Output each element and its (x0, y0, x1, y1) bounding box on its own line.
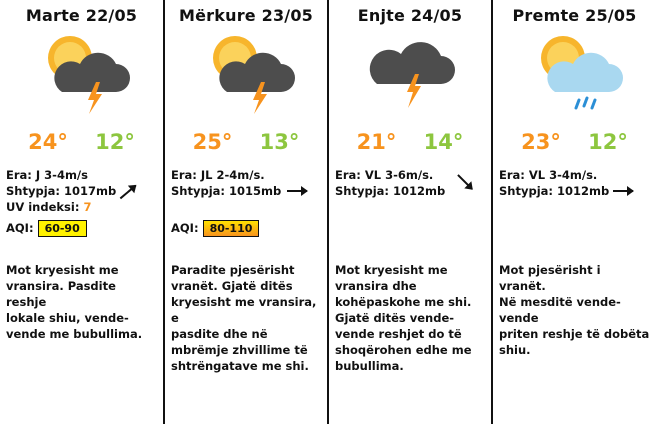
wind-text: Era: VL 3-6m/s. (335, 168, 434, 182)
temperature-low: 13° (259, 130, 300, 154)
wind-text: Era: VL 3-4m/s. (499, 168, 598, 182)
forecast-description: Mot pjesërisht i vranët. Në mesditë vende-vende priten reshje të dobëta shiu. (499, 263, 650, 357)
day-title: Enjte 24/05 (357, 6, 463, 25)
temperature-high: 24° (28, 130, 68, 154)
temperature-range (0, 130, 163, 154)
aqi-row (171, 219, 323, 237)
pressure-row (499, 183, 652, 199)
temperature-low: 12° (588, 130, 628, 154)
weather-details (6, 167, 159, 237)
wind-row (335, 167, 487, 183)
temperature-high: 23° (521, 130, 561, 154)
day-title: Premte 25/05 (512, 6, 637, 25)
sun-cloud-lightning-icon (34, 34, 130, 114)
wind-text: Era: JL 2-4m/s. (171, 168, 265, 182)
temperature-low: 14° (423, 130, 464, 154)
sun-cloud-lightning-icon (199, 34, 295, 114)
pressure-text: Shtypja: 1012mb (335, 184, 446, 198)
day-column-friday (491, 0, 656, 424)
temperature-low: 12° (95, 130, 135, 154)
pressure-row (171, 183, 323, 199)
wind-text: Era: J 3-4m/s (6, 168, 88, 182)
pressure-text: Shtypja: 1012mb (499, 184, 610, 198)
temperature-high: 21° (356, 130, 397, 154)
day-column-wednesday (163, 0, 327, 424)
forecast-description: Mot kryesisht me vransira dhe kohëpaskohe me shi. Gjatë ditës vende- vende reshjet do të shoqërohen edhe me bubullima. (335, 263, 472, 373)
day-title: Marte 22/05 (25, 6, 138, 25)
aqi-label: AQI: (171, 221, 199, 235)
forecast-description: Mot kryesisht me vransira. Pasdite reshje lokale shiu, vende- vende me bubullima. (6, 263, 143, 341)
forecast-description: Paradite pjesërisht vranët. Gjatë ditës kryesisht me vransira, e pasdite dhe në mbrëmje zhvillime të shtrëngatave me shi. (171, 263, 317, 373)
pressure-text: Shtypja: 1015mb (171, 184, 282, 198)
day-title: Mërkure 23/05 (179, 6, 313, 25)
aqi-row (6, 219, 159, 237)
weather-details (499, 167, 652, 199)
aqi-label: AQI: (6, 221, 34, 235)
day-column-tuesday (0, 0, 163, 424)
pressure-row (335, 183, 487, 199)
temperature-range (165, 130, 327, 154)
uv-value: 7 (83, 200, 92, 214)
sun-cloud-rain-icon (527, 34, 623, 114)
cloud-lightning-icon (363, 34, 459, 114)
temperature-range (493, 130, 656, 154)
uv-row (6, 199, 159, 215)
wind-direction-arrow-icon (120, 185, 137, 199)
wind-direction-arrow-icon (613, 190, 633, 192)
weather-details (171, 167, 323, 237)
temperature-range (329, 130, 491, 154)
aqi-badge: 80-110 (203, 220, 260, 237)
wind-row (499, 167, 652, 183)
uv-label: UV indeksi: (6, 200, 84, 214)
aqi-badge: 60-90 (38, 220, 87, 237)
wind-row (6, 167, 159, 183)
temperature-high: 25° (192, 130, 233, 154)
wind-direction-arrow-icon (287, 190, 307, 192)
pressure-text: Shtypja: 1017mb (6, 184, 117, 198)
weather-details (335, 167, 487, 199)
wind-row (171, 167, 323, 183)
pressure-row (6, 183, 159, 199)
day-column-thursday (327, 0, 491, 424)
